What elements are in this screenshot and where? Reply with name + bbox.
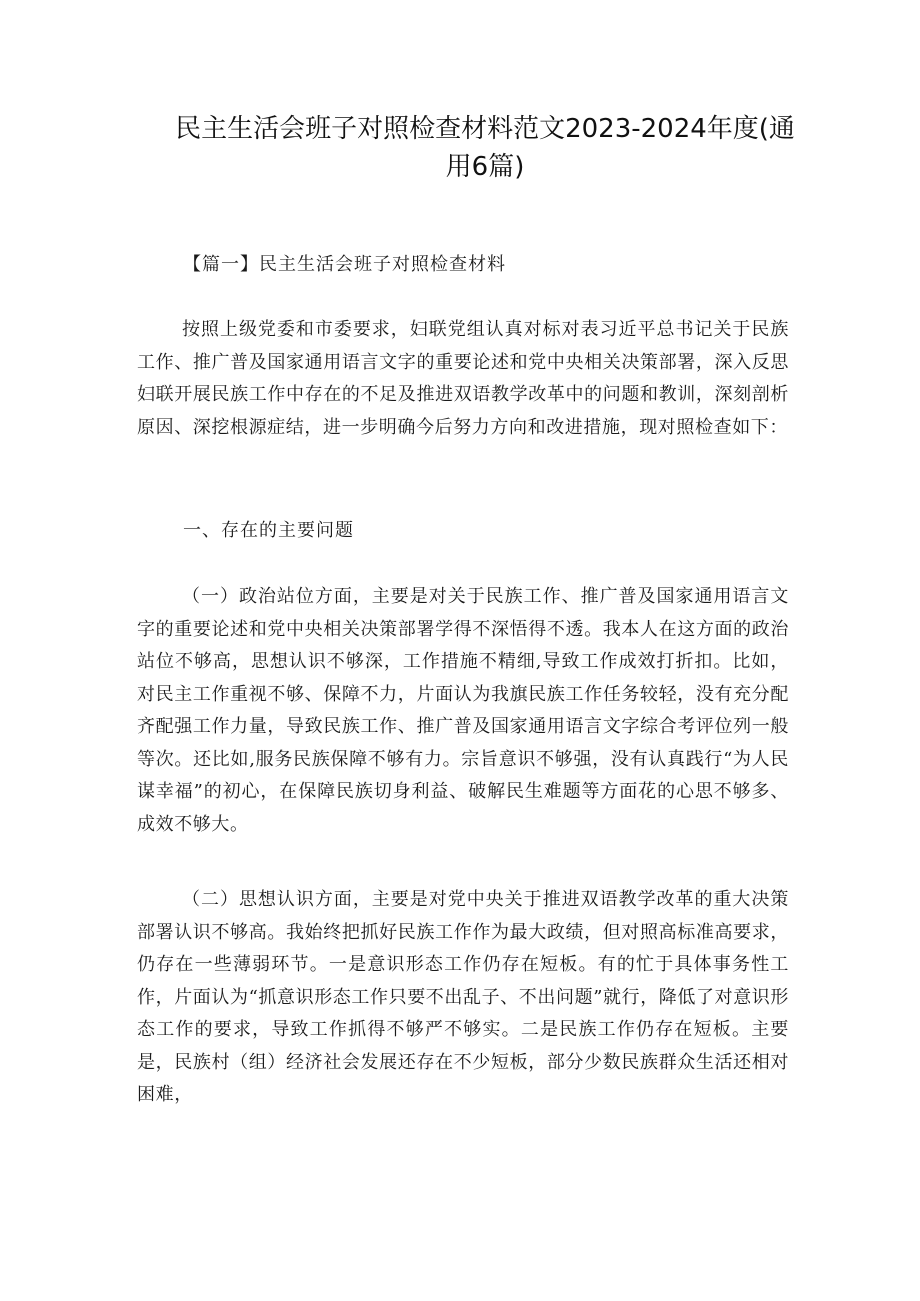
intro-paragraph: 按照上级党委和市委要求，妇联党组认真对标对表习近平总书记关于民族工作、推广普及国家通用语言文字的重要论述和党中央相关决策部署，深入反思妇联开展民族工作中存在的不足及推进双语教学改革中的问题和教训，深刻剖析原因、深挖根源症结，进一步明确今后努力方向和改进措施，现对照检查如下： bbox=[137, 319, 789, 438]
part-heading: 一、存在的主要问题 bbox=[183, 520, 354, 541]
document-title: 民主生活会班子对照检查材料范文2023-2024年度(通用6篇) bbox=[175, 114, 795, 182]
section-heading: 【篇一】民主生活会班子对照检查材料 bbox=[183, 254, 506, 275]
paragraph-political-stance: （一）政治站位方面，主要是对关于民族工作、推广普及国家通用语言文字的重要论述和党中央相关决策部署学得不深悟得不透。我本人在这方面的政治站位不够高，思想认识不够深，工作措施不精细,导致工作成效打折扣。比如，对民主工作重视不够、保障不力，片面认为我旗民族工作任务较轻，没有充分配齐配强工作力量，导致民族工作、推广普及国家通用语言文字综合考评位列一般等次。还比如,服务民族保障不够有力。宗旨意识不够强，没有认真践行“为人民谋幸福”的初心，在保障民族切身利益、破解民生难题等方面花的心思不够多、成效不够大。 bbox=[137, 586, 789, 835]
paragraph-ideological-awareness: （二）思想认识方面，主要是对党中央关于推进双语教学改革的重大决策部署认识不够高。我始终把抓好民族工作作为最大政绩，但对照高标准高要求，仍存在一些薄弱环节。一是意识形态工作仍存在短板。有的忙于具体事务性工作，片面认为“抓意识形态工作只要不出乱子、不出问题”就行，降低了对意识形态工作的要求，导致工作抓得不够严不够实。二是民族工作仍存在短板。主要是，民族村（组）经济社会发展还存在不少短板，部分少数民族群众生活还相对困难， bbox=[137, 889, 790, 1105]
